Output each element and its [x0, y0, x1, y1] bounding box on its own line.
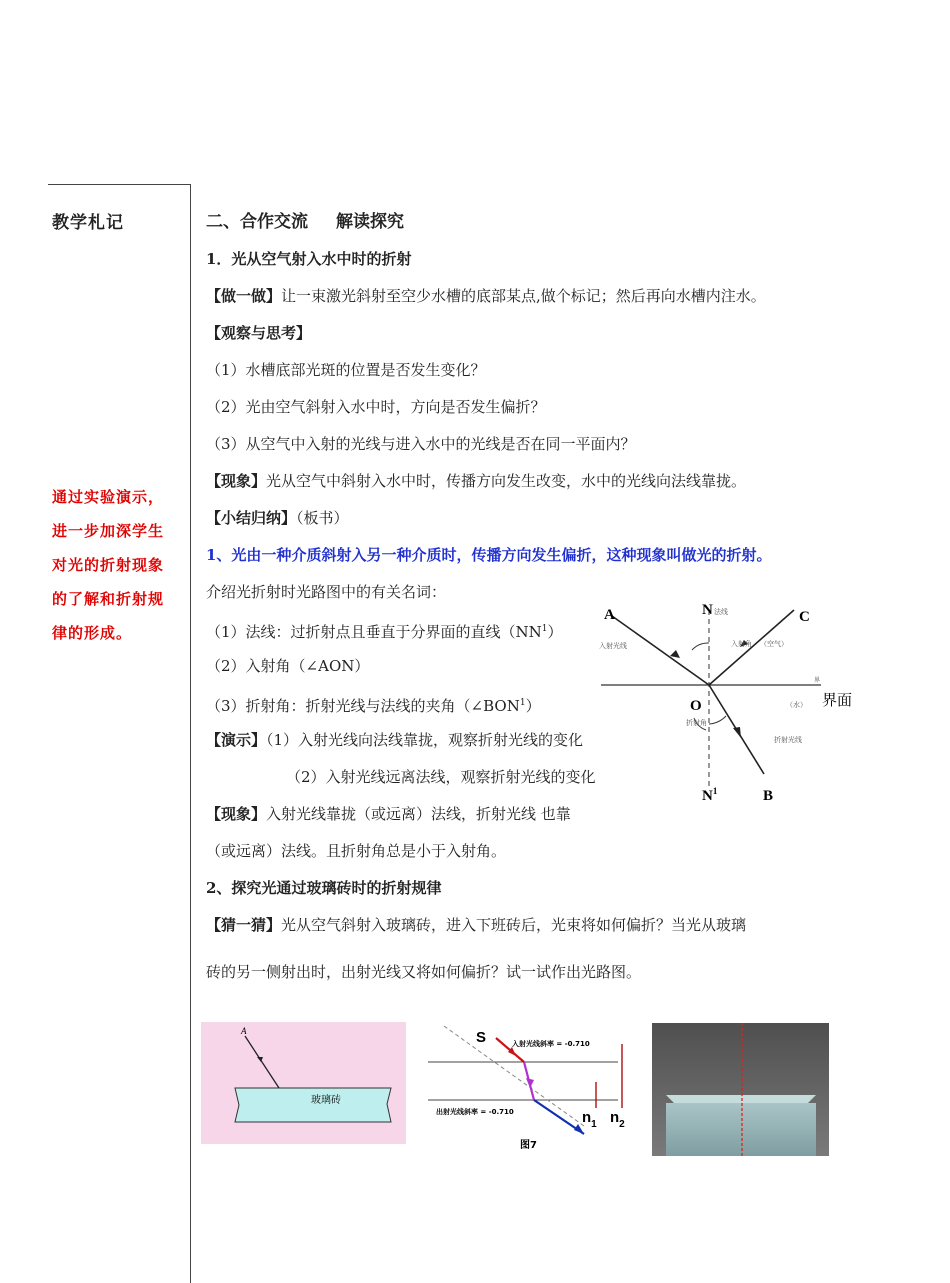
- refracted-arrow: [733, 727, 741, 738]
- refraction-diagram: [596, 598, 866, 813]
- small-incident-ray: 入射光线: [599, 642, 627, 650]
- subheading-water-refraction: 1．光从空气射入水中时的折射: [206, 250, 412, 268]
- sidebar-title: 教学札记: [52, 213, 124, 233]
- fig2-label-S: S: [476, 1029, 487, 1046]
- block-top: [666, 1095, 816, 1103]
- fig1-glass-label: 玻璃砖: [311, 1095, 341, 1106]
- refraction-definition: 1、光由一种介质斜射入另一种介质时，传播方向发生偏折，这种现象叫做光的折射。: [206, 546, 772, 564]
- small-water: （水）: [786, 701, 807, 709]
- block-front: [666, 1103, 816, 1156]
- demo-line-1: 【演示】（1）入射光线向法线靠拢，观察折射光线的变化: [206, 731, 584, 749]
- small-refracted-ray: 折射光线: [774, 736, 802, 744]
- fig2-n2: $n_2$: [610, 1109, 625, 1130]
- section-title: 二、合作交流 解读探究: [206, 212, 404, 232]
- small-normal: 法线: [714, 608, 728, 616]
- term-refraction-angle: （3）折射角：折射光线与法线的夹角（∠BON$^1$）: [206, 697, 541, 715]
- sidebar-top-border: [48, 184, 191, 185]
- small-refract-angle: 折射角: [686, 719, 707, 727]
- label-B: B: [763, 788, 774, 804]
- label-interface: 界面: [822, 691, 853, 709]
- fig1-label-A: A: [241, 1026, 247, 1036]
- glass-brick-figure: [201, 1022, 406, 1144]
- small-jie: 界: [814, 677, 821, 684]
- phenomenon-paragraph: 【现象】光从空气中斜射入水中时，传播方向发生改变，水中的光线向法线靠拢。: [206, 472, 747, 490]
- column-divider: [190, 184, 191, 1283]
- small-air: （空气）: [760, 640, 788, 648]
- do-it-paragraph: 【做一做】让一束激光斜射至空少水槽的底部某点,做个标记；然后再向水槽内注水。: [206, 287, 766, 305]
- fig2-in-slope: 入射光线斜率 = -0.710: [512, 1040, 590, 1048]
- note-line: 通过实验演示，: [52, 488, 165, 506]
- small-incident-angle: 入射角: [731, 640, 752, 648]
- phenomenon2-line-1: 【现象】入射光线靠拢（或远离）法线，折射光线 也靠: [206, 805, 571, 823]
- incident-ray: [612, 616, 709, 685]
- label-N: N: [702, 602, 713, 618]
- incident-arrow: [670, 650, 680, 658]
- subheading-glass-brick: 2、探究光通过玻璃砖时的折射规律: [206, 879, 442, 897]
- guess-line-2: 砖的另一侧射出时，出射光线又将如何偏折？试一试作出光路图。: [206, 963, 642, 981]
- incident-angle-arc: [692, 643, 709, 650]
- guess-line-1: 【猜一猜】光从空气斜射入玻璃砖，进入下班砖后，光束将如何偏折？当光从玻璃: [206, 916, 747, 934]
- fig2-caption: 图7: [520, 1140, 537, 1151]
- sidebar-teaching-note: [52, 480, 184, 650]
- observe-heading: 【观察与思考】: [206, 324, 312, 342]
- note-line: 对光的折射现象: [52, 556, 165, 574]
- term-normal: （1）法线：过折射点且垂直于分界面的直线$(NN^1)$: [206, 623, 563, 641]
- demo-line-2: （2）入射光线远离法线，观察折射光线的变化: [286, 768, 596, 786]
- fig2-n1: $n_1$: [582, 1109, 597, 1130]
- parallel-shift-figure: [424, 1022, 639, 1152]
- note-line: 进一步加深学生: [52, 522, 165, 540]
- label-N1: $N^1$: [702, 786, 718, 804]
- note-line: 律的形成。: [52, 624, 133, 642]
- phenomenon2-line-2: （或远离）法线。且折射角总是小于入射角。: [206, 842, 507, 860]
- question-1: （1）水槽底部光斑的位置是否发生变化？: [206, 361, 486, 379]
- label-C: C: [799, 609, 810, 625]
- terms-intro: 介绍光折射时光路图中的有关名词：: [206, 583, 447, 601]
- refract-angle-arc: [709, 716, 726, 724]
- question-2: （2）光由空气斜射入水中时，方向是否发生偏折？: [206, 398, 546, 416]
- fig1-background: [201, 1022, 406, 1144]
- question-3: （3）从空气中入射的光线与进入水中的光线是否在同一平面内？: [206, 435, 636, 453]
- summary-heading: 【小结归纳】（板书）: [206, 509, 349, 527]
- term-incident-angle: （2）入射角（∠AON）: [206, 657, 370, 675]
- label-O: O: [690, 698, 702, 714]
- note-line: 的了解和折射规: [52, 590, 165, 608]
- fig2-out-slope: 出射光线斜率 = -0.710: [436, 1108, 514, 1116]
- glass-block-photo: [652, 1023, 829, 1156]
- label-A: A: [604, 607, 615, 623]
